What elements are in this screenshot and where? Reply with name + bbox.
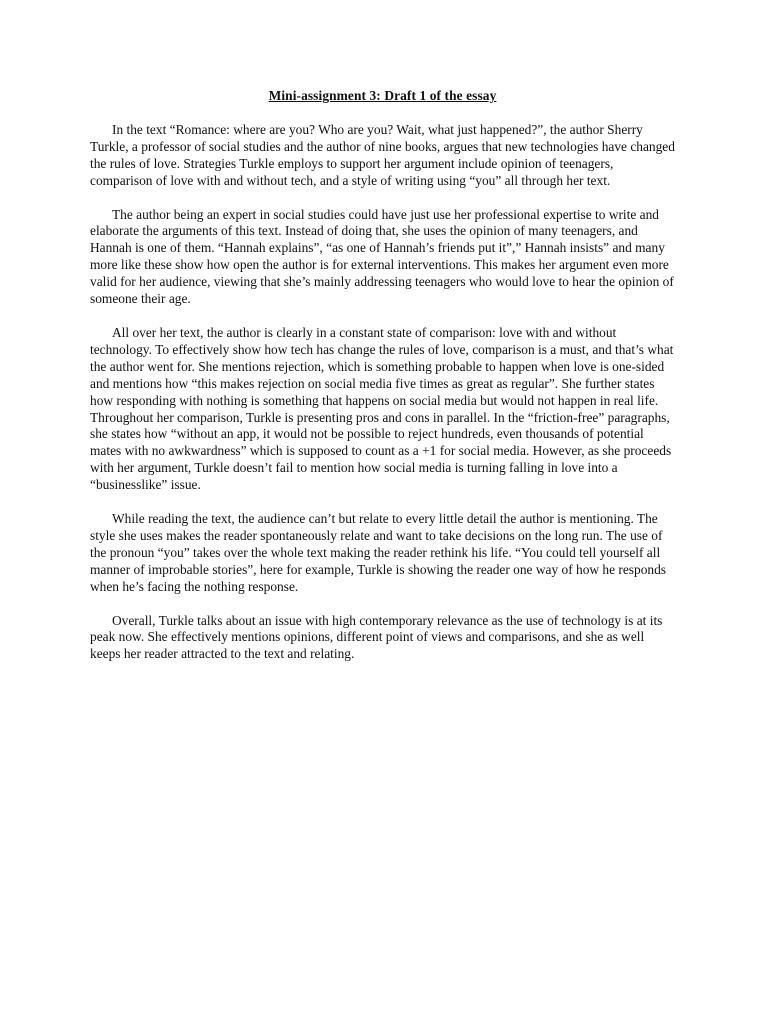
paragraph-writing-style: While reading the text, the audience can’t but relate to every little detail the author is mentioning. The style she uses makes the reader spontaneously relate and want to take decisions on the long run. The use of the pronoun “you” takes over the whole text making the reader rethink his life. “You could tell yourself all manner of improbable stories”, here for example, Turkle is showing the reader one way of how he responds when he’s facing the nothing response. — [90, 511, 667, 594]
paragraph-teen-opinions: The author being an expert in social studies could have just use her professional expertise to write and elaborate the arguments of this text. Instead of doing that, she uses the opinion of many teenagers, and Hannah is one of them. “Hannah explains”, “as one of Hannah’s friends put it”,” Hannah insists” and many more like these show how open the author is for external interventions. This makes her argument even more valid for her audience, viewing that she’s mainly addressing teenagers who would love to hear the opinion of someone their age. — [90, 206, 674, 307]
paragraph-comparison: All over her text, the author is clearly in a constant state of comparison: love with and without technology. To effectively show how tech has change the rules of love, comparison is a must, and that’s what the author went for. She mentions rejection, which is something probable to happen when love is one-sided and mentions how “this makes rejection on social media five times as great as regular”. She further states how responding with nothing is something that happens on social media but would not happen in real life. Throughout her comparison, Turkle is presenting pros and cons in parallel. In the “friction-free” paragraphs, she states how “without an app, it would not be possible to reject hundreds, even thousands of potential mates with no awkwardness” which is supposed to count as a +1 for social media. However, as she proceeds with her argument, Turkle doesn’t fail to mention how social media is turning falling in love into a “businesslike” issue. — [90, 324, 674, 493]
paragraph-intro: In the text “Romance: where are you? Who are you? Wait, what just happened?”, the author Sherry Turkle, a professor of social studies and the author of nine books, argues that new technologies have changed the rules of love. Strategies Turkle employs to support her argument include opinion of teenagers, comparison of love with and without tech, and a style of writing using “you” all through her text. — [90, 121, 675, 188]
document-title: Mini-assignment 3: Draft 1 of the essay — [268, 88, 497, 103]
document-page — [90, 88, 675, 680]
paragraph-conclusion: Overall, Turkle talks about an issue with high contemporary relevance as the use of technology is at its peak now. She effectively mentions opinions, different point of views and comparisons, and she as well keeps her reader attracted to the text and relating. — [90, 612, 663, 662]
